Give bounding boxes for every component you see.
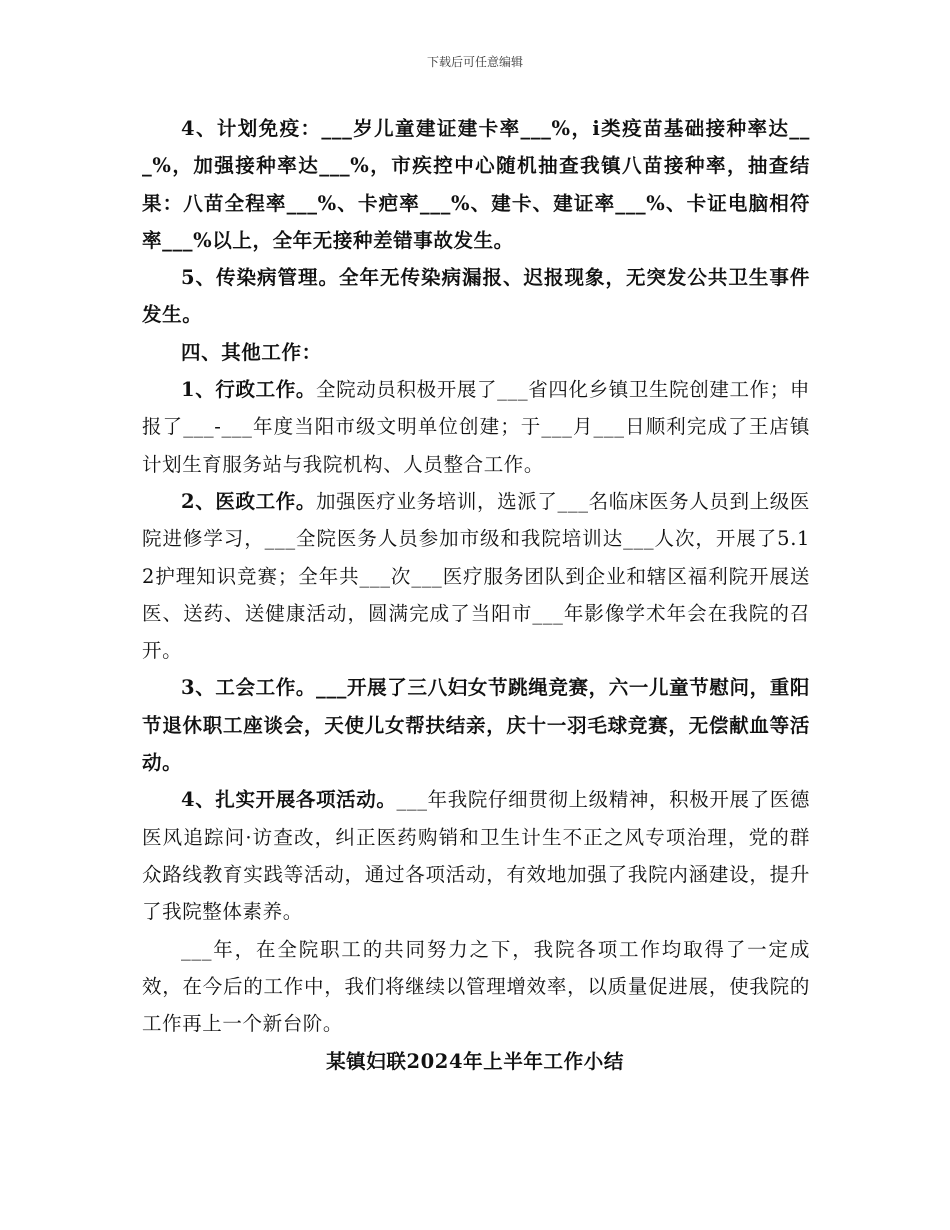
paragraph-lead: 1、行政工作。 xyxy=(181,378,316,402)
paragraph-conclusion: ___年，在全院职工的共同努力之下，我院各项工作均取得了一定成效，在今后的工作中，我们将继续以管理增效率，以质量促进展，使我院的工作再上一个新台阶。 xyxy=(142,937,810,1036)
paragraph-body: ___年我院仔细贯彻上级精神，积极开展了医德医风追踪问·访查改，纠正医药购销和卫生计生不正之风专项治理，党的群众路线教育实践等活动，通过各项活动，有效地加强了我院内涵建设，提升了我院整体素养。 xyxy=(142,788,811,924)
paragraph-medical-work xyxy=(142,483,810,669)
paragraph-immunization: 4、计划免疫：___岁儿童建证建卡率___%，i类疫苗基础接种率达___%，加强接种率达___%，市疾控中心随机抽查我镇八苗接种率，抽查结果：八苗全程率___%、卡疤率___%、建卡、建证率___%、卡证电脑相符率___%以上，全年无接种差错事故发生。 xyxy=(142,117,810,252)
paragraph-body: 加强医疗业务培训，选派了___名临床医务人员到上级医院进修学习，___全院医务人员参加市级和我院培训达___人次，开展了5.12护理知识竞赛；全年共___次___医疗服务团队到企业和辖区福利院开展送医、送药、送健康活动，圆满完成了当阳市___年影像学术年会在我院的召开。 xyxy=(142,489,810,663)
next-document-title: 某镇妇联2024年上半年工作小结 xyxy=(326,1050,624,1073)
paragraph-body: 全院动员积极开展了___省四化乡镇卫生院创建工作；申报了___-___年度当阳市级文明单位创建；于___月___日顺利完成了王店镇计划生育服务站与我院机构、人员整合工作。 xyxy=(142,378,810,476)
document-body xyxy=(142,110,810,1042)
paragraph-union-work: 3、工会工作。___开展了三八妇女节跳绳竞赛，六一儿童节慰问，重阳节退休职工座谈会，天使儿女帮扶结亲，庆十一羽毛球竞赛，无偿献血等活动。 xyxy=(142,676,810,775)
paragraph-activities xyxy=(142,781,810,930)
paragraph-lead: 4、扎实开展各项活动。 xyxy=(181,788,397,812)
paragraph-administrative-work xyxy=(142,371,810,483)
paragraph-infectious-disease: 5、传染病管理。全年无传染病漏报、迟报现象，无突发公共卫生事件发生。 xyxy=(142,266,810,327)
page-header-note: 下载后可任意编辑 xyxy=(426,55,523,69)
section-heading-other-work: 四、其他工作： xyxy=(181,340,322,364)
paragraph-lead: 2、医政工作。 xyxy=(181,489,316,513)
